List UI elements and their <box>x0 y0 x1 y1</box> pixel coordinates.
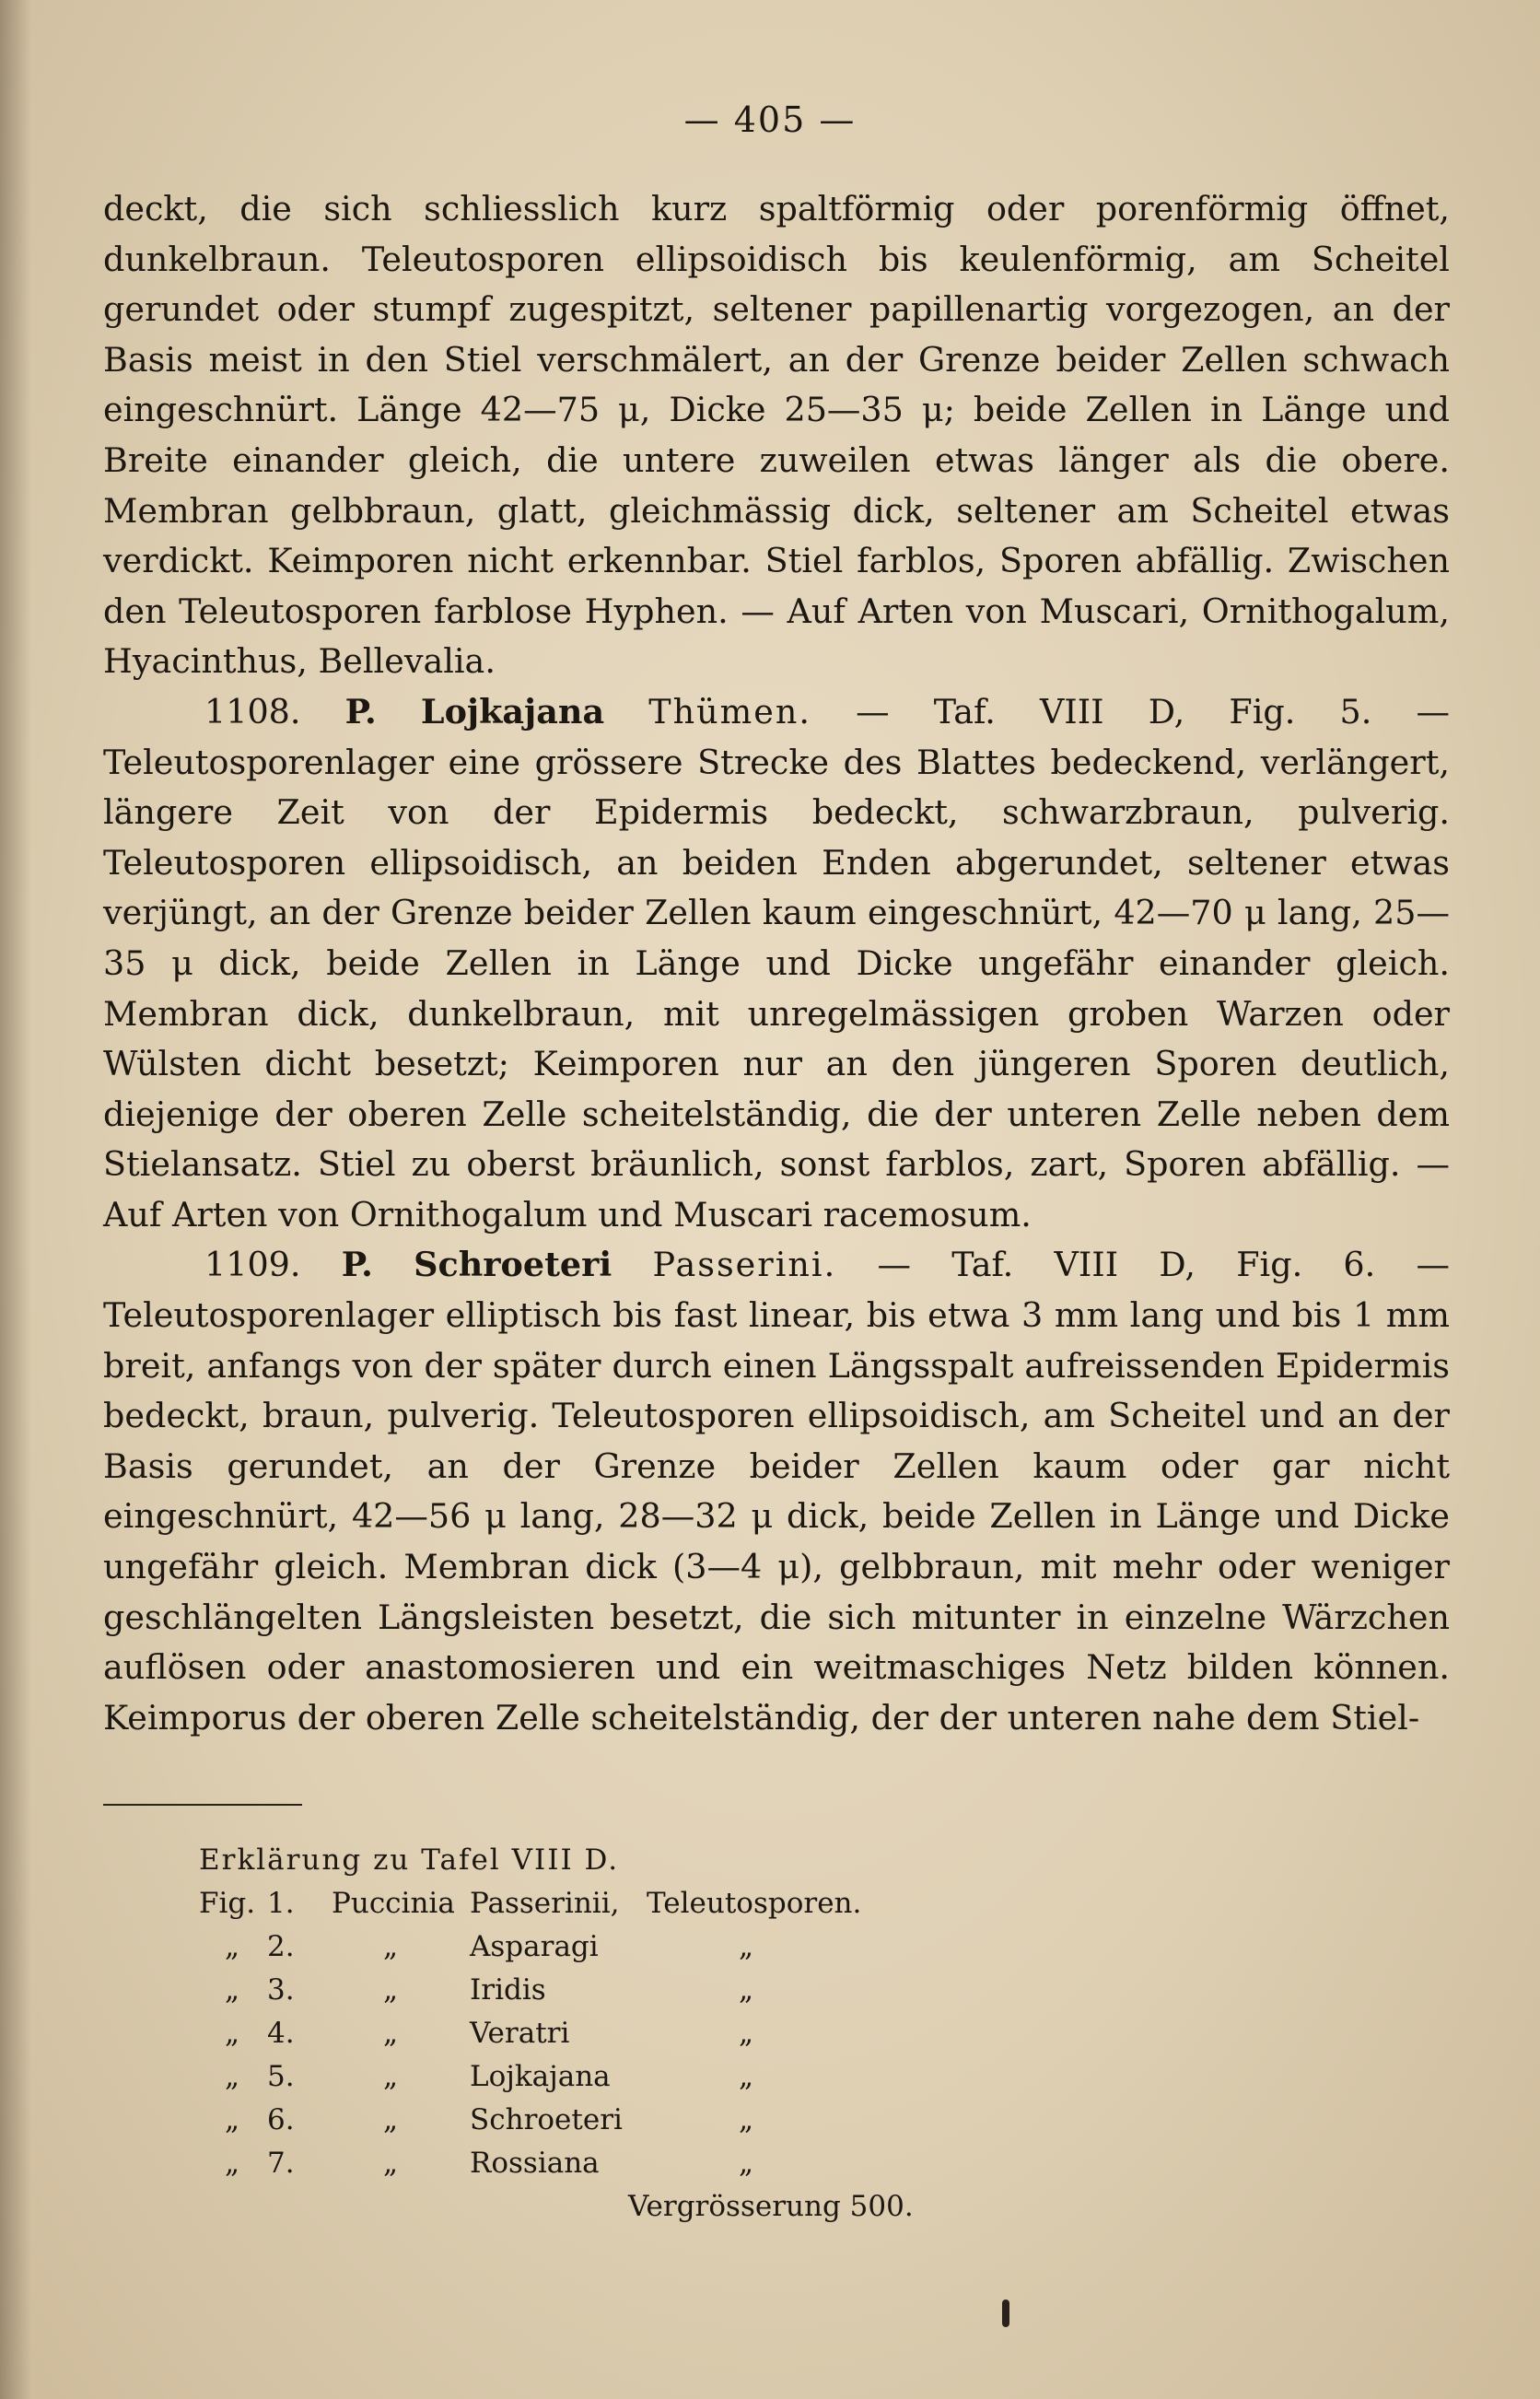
legend-genus: Puccinia <box>332 1887 455 1920</box>
legend-row <box>103 2142 1393 2185</box>
legend-fig-number: 3. <box>267 1973 295 2007</box>
ditto-mark: „ <box>225 2060 240 2093</box>
ditto-mark: „ <box>739 2147 754 2180</box>
ditto-mark: „ <box>383 2103 399 2136</box>
legend-spore-type: Teleutosporen. <box>647 1887 862 1920</box>
ditto-mark: „ <box>383 2147 399 2180</box>
legend-fig-number: 1. <box>267 1887 295 1920</box>
legend-fig-number: 5. <box>267 2060 295 2093</box>
ditto-mark: „ <box>383 2060 399 2093</box>
ditto-mark: „ <box>739 1930 754 1963</box>
legend-fig-number: 4. <box>267 2017 295 2050</box>
legend-title: Erklärung zu Tafel VIII D. <box>199 1843 620 1877</box>
legend-species: Schroeteri <box>470 2103 623 2136</box>
magnification-text: Vergrösserung 500. <box>628 2190 914 2223</box>
legend-fig-number: 7. <box>267 2147 295 2180</box>
footnote-divider <box>103 1804 302 1806</box>
entry-number: 1109. <box>204 1245 301 1285</box>
legend-magnification <box>103 2185 1393 2229</box>
plate-legend <box>103 1839 1393 2229</box>
ditto-mark: „ <box>383 1930 399 1963</box>
legend-row <box>103 2055 1393 2099</box>
paragraph-entry-1109 <box>103 1240 1450 1743</box>
author-name: Passerini. <box>652 1245 837 1285</box>
paragraph-entry-1108 <box>103 687 1450 1241</box>
ditto-mark: „ <box>739 1973 754 2007</box>
ditto-mark: „ <box>739 2060 754 2093</box>
ditto-mark: „ <box>739 2103 754 2136</box>
legend-species: Iridis <box>470 1973 546 2007</box>
legend-row <box>103 1969 1393 2012</box>
entry-description: — Taf. VIII D, Fig. 5. — Teleutosporenlager eine grössere Strecke des Blattes bedeckend, verlängert, längere Zeit von der Epidermis bedeckt, schwarzbraun, pulverig. Teleutosporen ellipsoidisch, an beiden Enden abgerundet, seltener etwas verjüngt, an der Grenze beider Zellen kaum eingeschnürt, 42—70 μ lang, 25—35 μ dick, beide Zellen in Länge und Dicke ungefähr einander gleich. Membran dick, dunkelbraun, mit unregelmässigen groben Warzen oder Wülsten dicht besetzt; Keimporen nur an den jüngeren Sporen deutlich, diejenige der oberen Zelle scheitelständig, die der unteren Zelle neben dem Stielansatz. Stiel zu oberst bräunlich, sonst farblos, zart, Sporen abfällig. — Auf Arten von Ornithogalum und Muscari racemosum. <box>103 691 1450 1235</box>
ditto-mark: „ <box>225 1973 240 2007</box>
ditto-mark: „ <box>225 2147 240 2180</box>
species-name: Lojkajana <box>420 691 605 731</box>
legend-row <box>103 1925 1393 1969</box>
legend-species: Passerinii, <box>470 1887 620 1920</box>
ditto-mark: „ <box>225 2017 240 2050</box>
legend-species: Veratri <box>470 2017 570 2050</box>
genus-abbrev: P. <box>344 691 377 731</box>
legend-row <box>103 2012 1393 2055</box>
legend-species: Rossiana <box>470 2147 600 2180</box>
ditto-mark: „ <box>383 1973 399 2007</box>
legend-species: Lojkajana <box>470 2060 611 2093</box>
genus-abbrev: P. <box>341 1245 373 1285</box>
legend-fig-label: Fig. <box>199 1887 256 1920</box>
author-name: Thümen. <box>648 691 811 731</box>
ink-speck <box>1002 2300 1009 2327</box>
entry-number: 1108. <box>204 691 301 731</box>
main-text <box>103 184 1450 1743</box>
entry-description: — Taf. VIII D, Fig. 6. — Teleutosporenlager elliptisch bis fast linear, bis etwa 3 mm lang und bis 1 mm breit, anfangs von der später durch einen Längsspalt aufreissenden Epidermis bedeckt, braun, pulverig. Teleutosporen ellipsoidisch, am Scheitel und an der Basis gerundet, an der Grenze beider Zellen kaum oder gar nicht eingeschnürt, 42—56 μ lang, 28—32 μ dick, beide Zellen in Länge und Dicke ungefähr gleich. Membran dick (3—4 μ), gelbbraun, mit mehr oder weniger geschlängelten Längsleisten besetzt, die sich mitunter in einzelne Wärzchen auflösen oder anastomosieren und ein weitmaschiges Netz bilden können. Keimporus der oberen Zelle scheitelständig, der der unteren nahe dem Stiel- <box>103 1245 1451 1738</box>
ditto-mark: „ <box>225 1930 240 1963</box>
page-number: — 405 — <box>683 99 857 140</box>
legend-row <box>103 1882 1393 1925</box>
legend-fig-number: 6. <box>267 2103 295 2136</box>
paragraph-continuation: deckt, die sich schliesslich kurz spaltförmig oder porenförmig öffnet, dunkelbraun. Teleutosporen ellipsoidisch bis keulenförmig, am Scheitel gerundet oder stumpf zugespitzt, seltener papillenartig vorgezogen, an der Basis meist in den Stiel verschmälert, an der Grenze beider Zellen schwach eingeschnürt. Länge 42—75 μ, Dicke 25—35 μ; beide Zellen in Länge und Breite einander gleich, die untere zuweilen etwas länger als die obere. Membran gelbbraun, glatt, gleichmässig dick, seltener am Scheitel etwas verdickt. Keimporen nicht erkennbar. Stiel farblos, Sporen abfällig. Zwischen den Teleutosporen farblose Hyphen. — Auf Arten von Muscari, Ornithogalum, Hyacinthus, Bellevalia. <box>103 189 1450 682</box>
ditto-mark: „ <box>739 2017 754 2050</box>
ditto-mark: „ <box>225 2103 240 2136</box>
legend-fig-number: 2. <box>267 1930 295 1963</box>
species-name: Schroeteri <box>414 1245 612 1285</box>
legend-species: Asparagi <box>470 1930 599 1963</box>
legend-row <box>103 2099 1393 2142</box>
ditto-mark: „ <box>383 2017 399 2050</box>
